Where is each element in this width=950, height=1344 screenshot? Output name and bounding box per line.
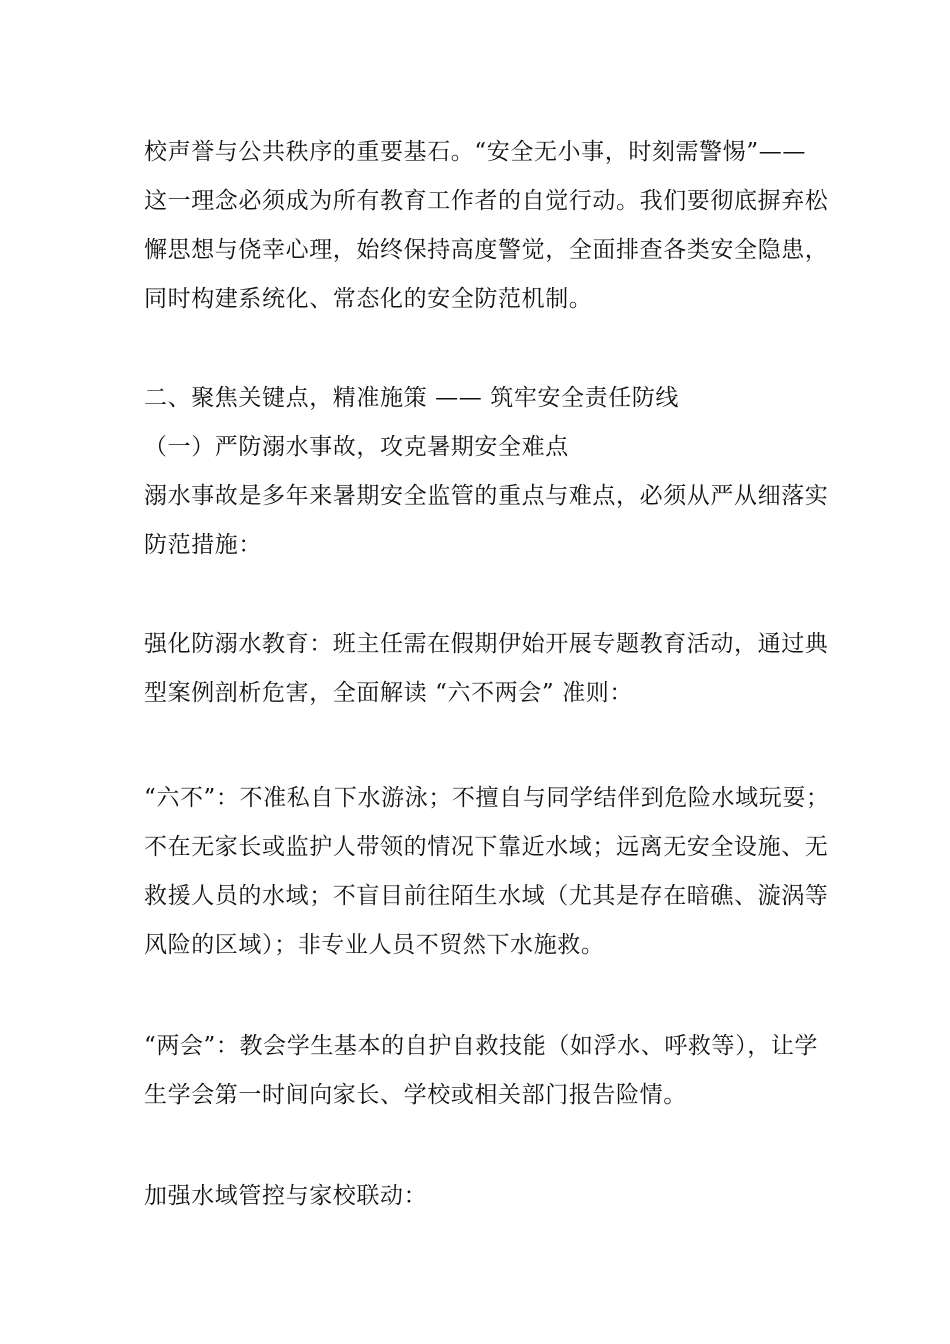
- paragraph-line: 加强水域管控与家校联动：: [144, 1183, 428, 1209]
- paragraph-line: 救援人员的水域；不盲目前往陌生水域（尤其是存在暗礁、漩涡等: [144, 883, 829, 909]
- paragraph-line: 风险的区域）；非专业人员不贸然下水施救。: [144, 932, 605, 958]
- paragraph-line: 防范措施：: [144, 532, 262, 558]
- subsection-heading: （一）严防溺水事故，攻克暑期安全难点: [144, 434, 569, 460]
- paragraph-line: “两会”：教会学生基本的自护自救技能（如浮水、呼救等），让学: [144, 1033, 819, 1059]
- paragraph-line: 强化防溺水教育：班主任需在假期伊始开展专题教育活动，通过典: [144, 631, 829, 657]
- paragraph-line: 校声誉与公共秩序的重要基石。“安全无小事，时刻需警惕”——: [144, 139, 806, 165]
- paragraph-line: 生学会第一时间向家长、学校或相关部门报告险情。: [144, 1082, 687, 1108]
- paragraph-line: 懈思想与侥幸心理，始终保持高度警觉，全面排查各类安全隐患，: [144, 237, 829, 263]
- paragraph-line: 溺水事故是多年来暑期安全监管的重点与难点，必须从严从细落实: [144, 483, 829, 509]
- paragraph-line: “六不”：不准私自下水游泳；不擅自与同学结伴到危险水域玩耍；: [144, 785, 830, 811]
- section-heading: 二、聚焦关键点，精准施策 —— 筑牢安全责任防线: [144, 385, 680, 411]
- paragraph-line: 型案例剖析危害，全面解读 “六不两会” 准则：: [144, 680, 633, 706]
- paragraph-line: 这一理念必须成为所有教育工作者的自觉行动。我们要彻底摒弃松: [144, 188, 829, 214]
- paragraph-line: 不在无家长或监护人带领的情况下靠近水域；远离无安全设施、无: [144, 834, 829, 860]
- paragraph-line: 同时构建系统化、常态化的安全防范机制。: [144, 286, 593, 312]
